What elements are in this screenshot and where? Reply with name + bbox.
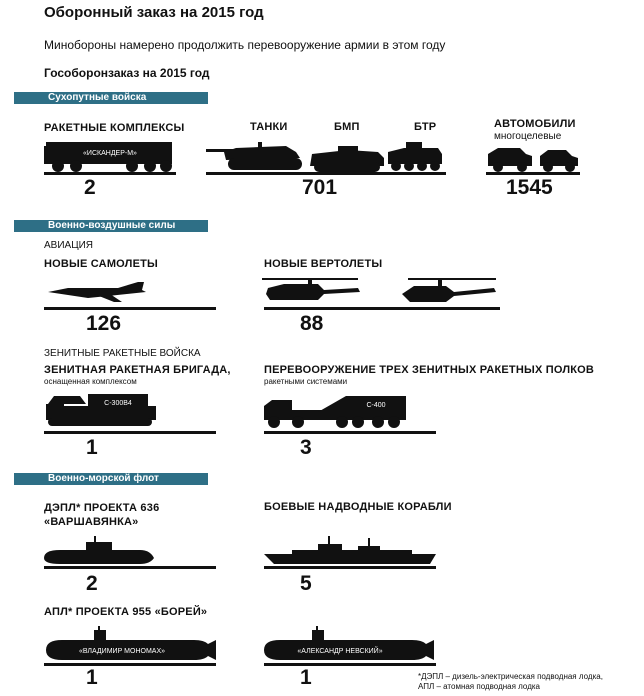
surface-count: 5	[300, 572, 312, 595]
footnote-line-2: АПЛ – атомная подводная лодка	[418, 682, 540, 691]
brigade-rule	[44, 431, 216, 434]
armor-rule	[206, 172, 446, 175]
helicopters-label: НОВЫЕ ВЕРТОЛЕТЫ	[264, 258, 383, 270]
aviation-label: АВИАЦИЯ	[44, 240, 94, 251]
iskander-plate: «ИСКАНДЕР-М»	[83, 150, 137, 157]
section-bar-air: Военно-воздушные силы	[14, 220, 208, 232]
diesel-label-2: «ВАРШАВЯНКА»	[44, 516, 139, 528]
footnote-line-1: *ДЭПЛ – дизель-электрическая подводная лодка,	[418, 672, 603, 681]
vehicle-icon-1	[486, 146, 534, 172]
planes-label: НОВЫЕ САМОЛЕТЫ	[44, 258, 159, 270]
planes-rule	[44, 307, 216, 310]
nuclear-rule-2	[264, 663, 436, 666]
apc-icon	[386, 140, 444, 172]
s400-plate: С-400	[366, 402, 386, 409]
surface-label: БОЕВЫЕ НАДВОДНЫЕ КОРАБЛИ	[264, 501, 452, 513]
regiments-label: ПЕРЕВООРУЖЕНИЕ ТРЕХ ЗЕНИТНЫХ РАКЕТНЫХ ПОЛКОВ	[264, 364, 595, 376]
tank-icon	[206, 138, 306, 172]
fighter-jet-icon	[48, 280, 148, 302]
vehicle-icon-2	[538, 148, 580, 172]
section-bar-ground: Сухопутные войска	[14, 92, 208, 104]
vehicles-count: 1545	[506, 176, 553, 199]
borei-submarine-icon-1	[44, 626, 220, 664]
section-title: Гособоронзаказ на 2015 год	[44, 66, 210, 80]
tanks-label: ТАНКИ	[250, 121, 288, 133]
helicopters-count: 88	[300, 312, 324, 335]
ifv-icon	[308, 144, 386, 172]
brigade-label: ЗЕНИТНАЯ РАКЕТНАЯ БРИГАДА,	[44, 364, 231, 376]
surface-rule	[264, 566, 436, 569]
nuclear-label: АПЛ* ПРОЕКТА 955 «БОРЕЙ»	[44, 606, 208, 618]
regiments-rule	[264, 431, 436, 434]
borei-submarine-icon-2	[262, 626, 438, 664]
missiles-rule	[44, 172, 176, 175]
regiments-note: ракетными системами	[264, 377, 348, 386]
s400-launcher-icon	[262, 394, 408, 428]
page-subtitle: Минобороны намерено продолжить перевооружение армии в этом году	[44, 38, 446, 52]
diesel-rule	[44, 566, 216, 569]
ifv-label: БМП	[334, 121, 360, 133]
nuclear-count-1: 1	[86, 666, 98, 689]
missiles-label: РАКЕТНЫЕ КОМПЛЕКСЫ	[44, 122, 185, 134]
planes-count: 126	[86, 312, 122, 335]
brigade-count: 1	[86, 436, 98, 459]
missiles-count: 2	[84, 176, 96, 199]
page-title: Оборонный заказ на 2015 год	[44, 4, 264, 21]
s300v4-plate: С-300В4	[104, 400, 132, 407]
nuclear-count-2: 1	[300, 666, 312, 689]
vehicles-label: АВТОМОБИЛИ	[494, 118, 576, 130]
diesel-count: 2	[86, 572, 98, 595]
s300v4-launcher-icon	[44, 392, 160, 428]
helicopters-rule	[264, 307, 500, 310]
footnote	[418, 672, 603, 692]
borei-sub1-plate: «ВЛАДИМИР МОНОМАХ»	[78, 648, 166, 655]
borei-sub2-plate: «АЛЕКСАНДР НЕВСКИЙ»	[297, 648, 383, 655]
diesel-label-1: ДЭПЛ* ПРОЕКТА 636	[44, 502, 160, 514]
surface-warship-icon	[262, 536, 438, 566]
brigade-note: оснащенная комплексом	[44, 377, 137, 386]
vehicles-rule	[486, 172, 580, 175]
diesel-submarine-icon	[40, 536, 158, 566]
armor-count: 701	[302, 176, 338, 199]
aa-troops-label: ЗЕНИТНЫЕ РАКЕТНЫЕ ВОЙСКА	[44, 348, 201, 359]
attack-helicopter-icon	[400, 276, 500, 306]
vehicles-note: многоцелевые	[494, 131, 562, 142]
transport-helicopter-icon	[262, 276, 362, 306]
iskander-truck-icon	[44, 140, 174, 174]
nuclear-rule-1	[44, 663, 216, 666]
apc-label: БТР	[414, 121, 437, 133]
regiments-count: 3	[300, 436, 312, 459]
section-bar-navy: Военно-морской флот	[14, 473, 208, 485]
